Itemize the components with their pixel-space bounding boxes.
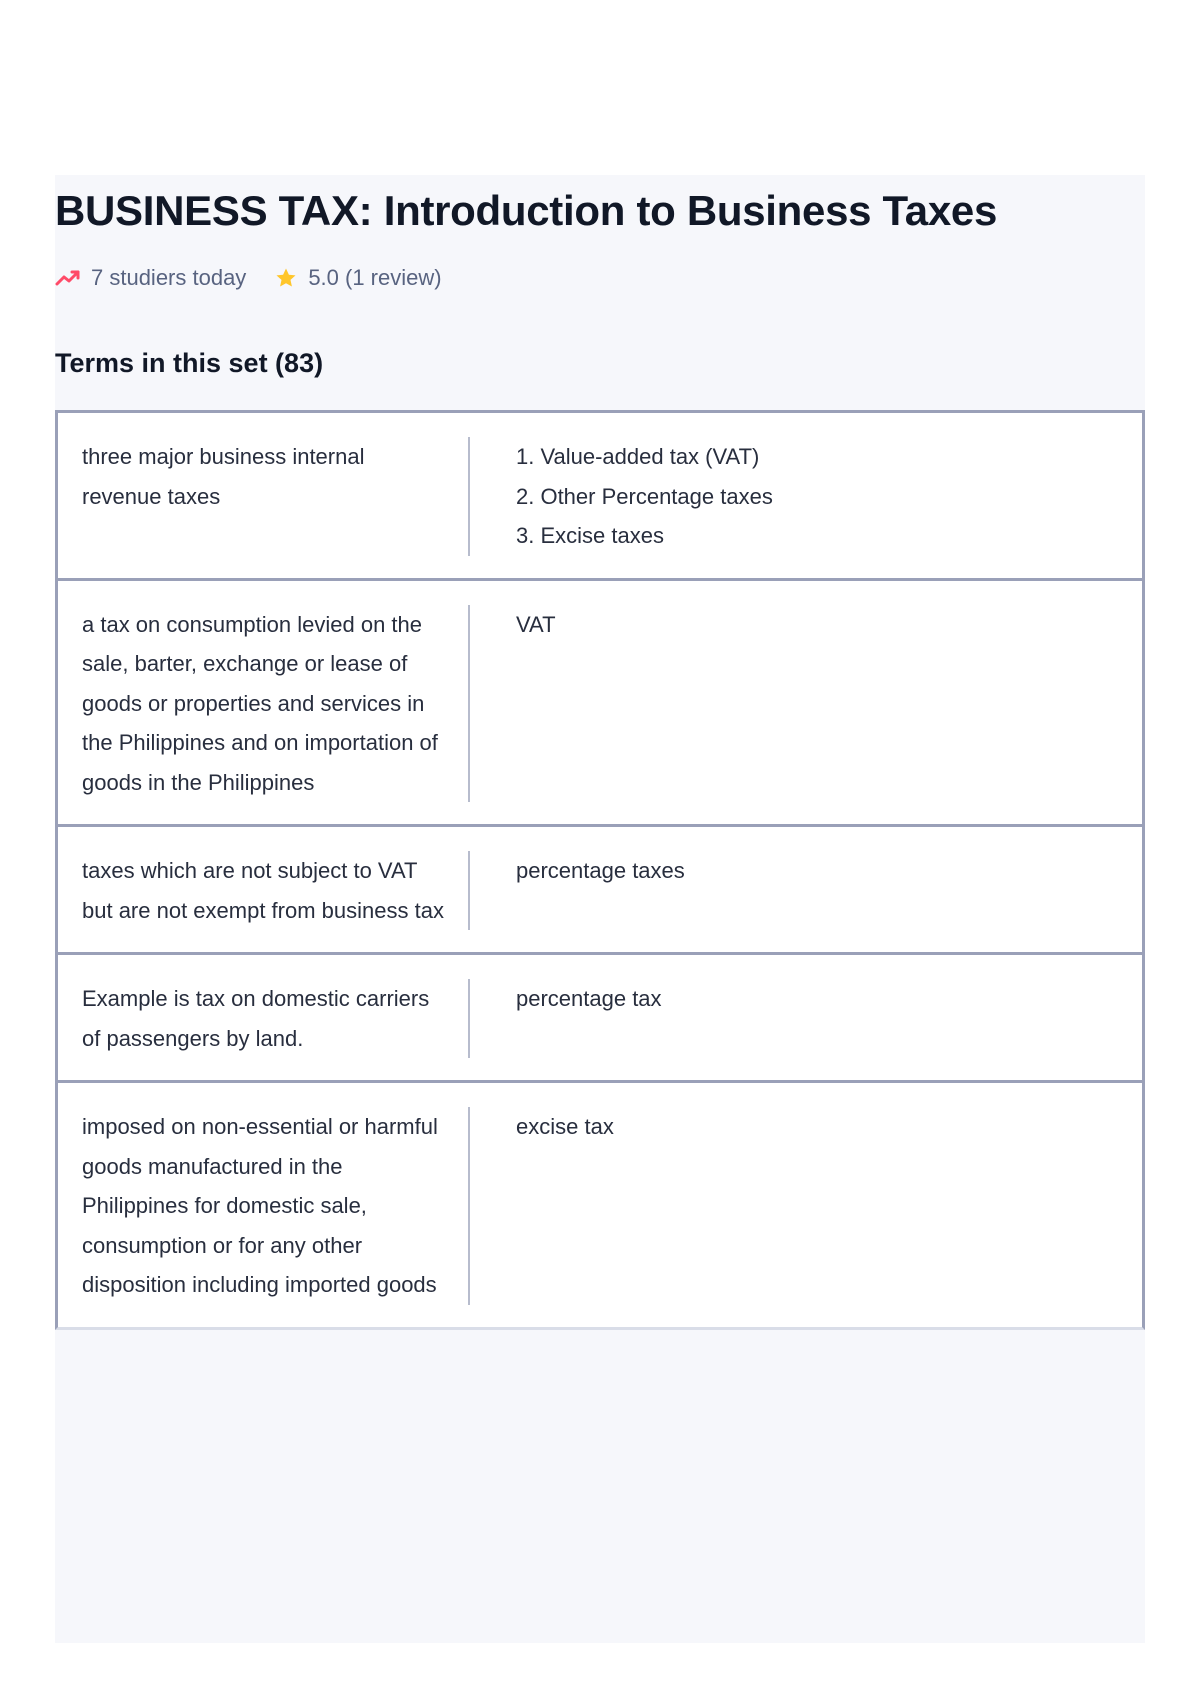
term-text: imposed on non-essential or harmful goods manufactured in the Philippines for domestic sale, consumption or for any other disposition including imported goods — [82, 1107, 470, 1305]
definition-line: excise tax — [516, 1114, 614, 1139]
term-text: three major business internal revenue taxes — [82, 437, 470, 556]
term-text: a tax on consumption levied on the sale, barter, exchange or lease of goods or properties and services in the Philippines and on importation of goods in the Philippines — [82, 605, 470, 803]
definition-line: 1. Value-added tax (VAT) — [516, 444, 760, 469]
terms-heading: Terms in this set (83) — [55, 348, 324, 378]
definition-line: percentage tax — [516, 986, 662, 1011]
set-stats — [55, 263, 442, 293]
study-set-panel — [55, 175, 1145, 1643]
term-text: taxes which are not subject to VAT but are not exempt from business tax — [82, 851, 470, 930]
studiers-count: 7 studiers today — [91, 265, 247, 290]
definition-line: 3. Excise taxes — [516, 523, 664, 548]
term-text: Example is tax on domestic carriers of passengers by land. — [82, 979, 470, 1058]
term-definition — [470, 437, 1118, 556]
trending-up-icon — [55, 268, 81, 288]
term-row[interactable] — [55, 824, 1145, 952]
rating-summary[interactable]: 5.0 (1 review) — [308, 265, 442, 290]
term-definition — [470, 1107, 1118, 1305]
term-definition — [470, 605, 1118, 803]
term-row[interactable] — [55, 952, 1145, 1080]
set-title: BUSINESS TAX: Introduction to Business Taxes — [55, 187, 998, 234]
definition-line: VAT — [516, 611, 556, 637]
term-row[interactable] — [55, 410, 1145, 578]
term-row[interactable] — [55, 578, 1145, 825]
definition-line: percentage taxes — [516, 858, 685, 883]
terms-list — [55, 410, 1145, 1330]
term-definition — [470, 979, 1118, 1058]
term-definition — [470, 851, 1118, 930]
star-icon — [274, 266, 298, 290]
term-row[interactable] — [55, 1080, 1145, 1330]
definition-line: 2. Other Percentage taxes — [516, 483, 773, 509]
